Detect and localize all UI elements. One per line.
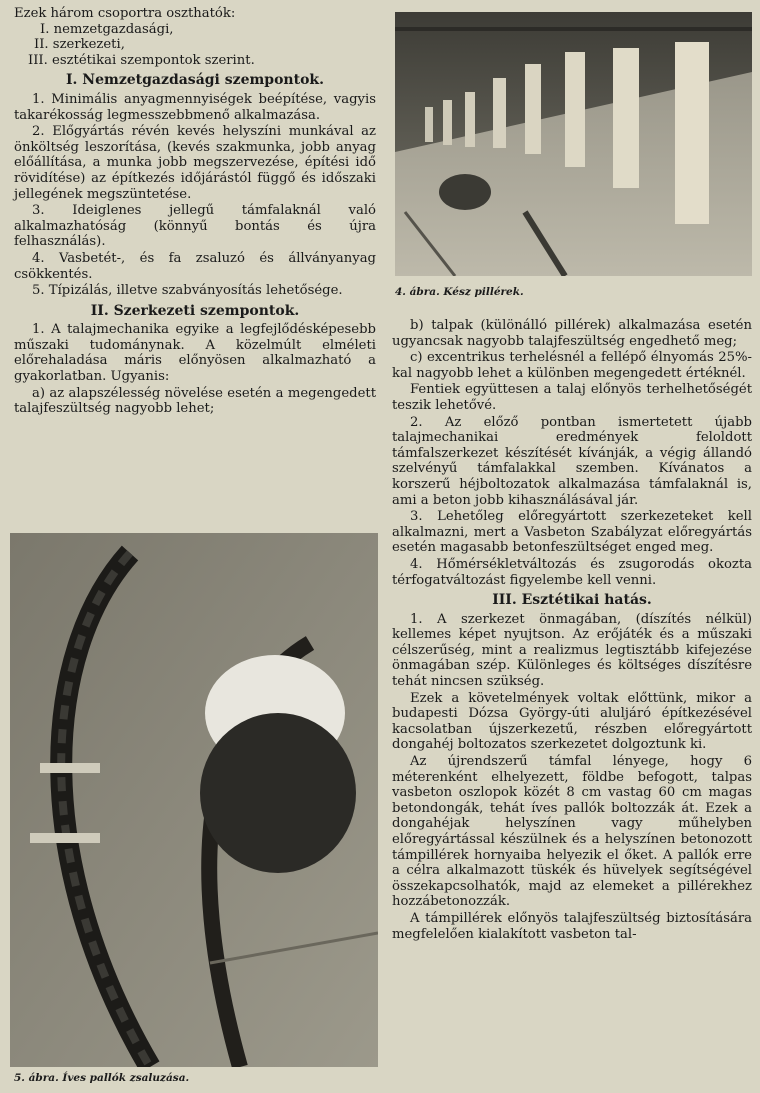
section-heading: I. Nemzetgazdasági szempontok.	[66, 72, 324, 89]
paragraph: 1. Minimális anyagmennyiségek beépítése, vagyis takarékosság legmesszebbmenő alkalmazása.	[14, 91, 376, 123]
photo-pillars-graphic	[395, 12, 752, 276]
left-column	[14, 6, 376, 418]
group-item: II. szerkezeti,	[34, 37, 125, 53]
paragraph: b) talpak (különálló pillérek) alkalmazása esetén ugyancsak nagyobb talajfeszültség engedhető meg;	[392, 318, 752, 349]
figure-caption: 4. ábra. Kész pillérek.	[395, 286, 524, 298]
paragraph: 4. Hőmérsékletváltozás és zsugorodás okozta térfogatváltozást figyelembe kell venni.	[392, 556, 752, 588]
paragraph: 2. Előgyártás révén kevés helyszíni munkával az önköltség leszorítása, (kevés szakmunka, jobb anyag előállítása, a munka jobb megszervezése, építési idő rövidítése) az építkezés időjárástól függő és időszaki jellegének megszüntetése.	[14, 124, 376, 202]
paragraph: A támpillérek előnyös talajfeszültség biztosítására megfelelően kialakított vasbeton tal-	[392, 910, 752, 942]
group-item: III. esztétikai szempontok szerint.	[28, 52, 255, 68]
intro-text: Ezek három csoportra oszthatók:	[14, 6, 236, 21]
paragraph: Fentiek együttesen a talaj előnyös terhelhetőségét teszik lehetővé.	[392, 382, 752, 413]
photo-finished-pillars	[395, 12, 752, 276]
paragraph: a) az alapszélesség növelése esetén a megengedett talajfeszültség nagyobb lehet;	[14, 385, 376, 417]
paragraph: 5. Típizálás, illetve szabványosítás lehetősége.	[32, 283, 343, 299]
paragraph: c) excentrikus terhelésnél a fellépő élnyomás 25%-kal nagyobb lehet a különben megengedett értéknél.	[392, 350, 752, 381]
paragraph: Ezek a követelmények voltak előttünk, mikor a budapesti Dózsa György-úti aluljáró építkezésével kacsolatban újszerkezetű, részben előregyártott dongahéj boltozatos szerkezetet dolgoztunk ki.	[392, 690, 752, 753]
paragraph: 1. A talajmechanika egyike a legfejlődésképesebb műszaki tudománynak. A közelmúlt elméleti előrehaladása máris előnyösen alkalmazható a gyakorlatban. Ugyanis:	[14, 322, 376, 385]
paragraph: 3. Ideiglenes jellegű támfalaknál való alkalmazhatóság (könnyű bontás és újra felhasználás).	[14, 203, 376, 250]
paragraph: 2. Az előző pontban ismertetett újabb talajmechanikai eredmények feloldott támfalszerkezet készítését kívánják, a végig állandó szelvényű támfalakkal szemben. Kívánatos a korszerű héjboltozatok alkalmazása támfalaknál is, ami a beton jobb kihasználásával jár.	[392, 414, 752, 508]
section-heading: III. Esztétikai hatás.	[492, 592, 652, 609]
photo-curved-planks	[10, 533, 378, 1067]
paragraph: Az újrendszerű támfal lényege, hogy 6 méterenként elhelyezett, földbe befogott, talpas vasbeton oszlopok közét 8 cm vastag 60 cm magas betondongák, tehát íves pallók boltozzák át. Ezek a dongahéjak helyszínen vagy műhelyben előregyártással készülnek és a helyszínen betonozott támpillérek hornyaiba helyezik el őket. A pallók erre a célra alkalmazott tüskék és hüvelyek segítségével összekapcsolhatók, majd az elemeket a pillérekhez hozzábetonozzák.	[392, 754, 752, 910]
paragraph: 3. Lehetőleg előregyártott szerkezeteket kell alkalmazni, mert a Vasbeton Szabályzat előregyártás esetén magasabb betonfeszültséget enged meg.	[392, 509, 752, 556]
photo-formwork-graphic	[10, 533, 378, 1067]
figure-caption: 5. ábra. Íves pallók zsaluzása.	[14, 1072, 190, 1084]
section-heading: II. Szerkezeti szempontok.	[90, 302, 300, 319]
paragraph: 1. A szerkezet önmagában, (díszítés nélkül) kellemes képet nyujtson. Az erőjáték és a műszaki célszerűség, mint a realizmus legtisztább kifejezése önmagában szép. Különleges és költséges díszítésre tehát nincsen szükség.	[392, 611, 752, 690]
paragraph: 4. Vasbetét-, és fa zsaluzó és állványanyag csökkentés.	[14, 250, 376, 282]
right-column	[392, 318, 752, 943]
group-item: I. nemzetgazdasági,	[40, 21, 174, 37]
